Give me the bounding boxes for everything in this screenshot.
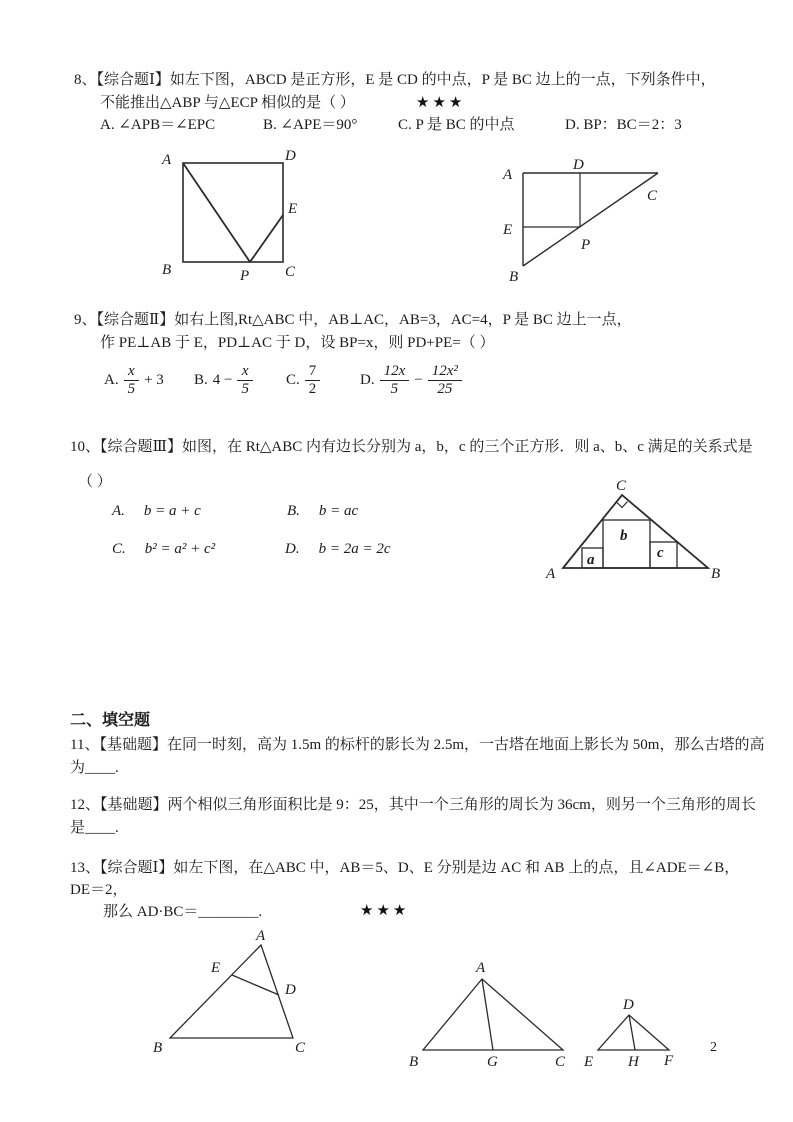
q10-option-a-formula: b = a + c: [143, 503, 201, 519]
right-angle-mark: [617, 502, 628, 508]
q10-option-a-label: A.: [112, 503, 125, 519]
q9-option-b: [194, 363, 253, 398]
q11-line1: 11、【基础题】在同一时刻，高为 1.5m 的标杆的影长为 2.5m，一古塔在地面上影长为 50m，那么古塔的高: [70, 737, 765, 753]
q10-triangle-squares-diagram: [540, 478, 735, 583]
triangle-ABC: [423, 979, 563, 1050]
vertex-label-C: C: [295, 1040, 306, 1056]
square-shape: [183, 163, 283, 262]
segment-AG: [482, 979, 493, 1050]
q13-triangle-dh-diagram: [578, 995, 693, 1075]
vertex-label-B: B: [509, 269, 519, 285]
q10-line2: （ ）: [78, 474, 112, 490]
triangle-ABC: [170, 945, 293, 1038]
q10-option-c-formula: b² = a² + c²: [144, 541, 216, 557]
q8-line2: 不能推出△ABP 与△ECP 相似的是（ ）: [100, 95, 355, 111]
q9-option-b-prefix: 4 −: [212, 372, 233, 388]
q13-triangle-ag-diagram: [405, 960, 580, 1070]
q9-option-a-suffix: + 3: [144, 372, 164, 388]
vertex-label-B: B: [153, 1040, 163, 1056]
q10-option-d: [285, 541, 391, 558]
q9-line2: 作 PE⊥AB 于 E，PD⊥AC 于 D，设 BP=x，则 PD+PE=（ ）: [100, 335, 495, 351]
q13-line1: 13、【综合题Ⅰ】如左下图，在△ABC 中，AB＝5、D、E 分别是边 AC 和 AB 上的点，且∠ADE＝∠B，: [70, 860, 740, 876]
q10-option-b: [287, 503, 358, 520]
segment-PE: [250, 215, 283, 262]
q13-difficulty-stars: ★★★: [360, 903, 410, 919]
q8-square-diagram: [140, 142, 310, 290]
vertex-label-D: D: [285, 982, 296, 998]
q9-option-d-label: D.: [360, 372, 375, 388]
vertex-label-B: B: [162, 262, 172, 278]
q9-option-b-label: B.: [194, 372, 208, 388]
q9-option-a: [104, 363, 164, 398]
q8-option-a: A. ∠APB＝∠EPC: [100, 117, 216, 133]
vertex-label-A: A: [476, 960, 486, 976]
segment-BC-hypotenuse: [523, 173, 658, 266]
vertex-label-C: C: [616, 478, 627, 494]
q9-option-d: [360, 363, 462, 398]
vertex-label-D: D: [573, 157, 584, 173]
segment-AP: [183, 163, 250, 262]
q9-right-triangle-diagram: [495, 145, 710, 290]
vertex-label-A: A: [503, 167, 513, 183]
q11-line2: 为____.: [70, 760, 119, 776]
q12-line2: 是____.: [70, 820, 119, 836]
q10-line1: 10、【综合题Ⅲ】如图，在 Rt△ABC 内有边长分别为 a，b，c 的三个正方形．则 a、b、c 满足的关系式是: [70, 439, 753, 455]
vertex-label-P: P: [581, 237, 591, 253]
vertex-label-E: E: [211, 960, 221, 976]
q12-line1: 12、【基础题】两个相似三角形面积比是 9：25，其中一个三角形的周长为 36cm，则另一个三角形的周长: [70, 797, 756, 813]
vertex-label-B: B: [409, 1054, 419, 1070]
square-label-a: a: [587, 552, 595, 568]
q8-difficulty-stars: ★★★: [416, 95, 466, 111]
q9-option-c-fraction: $\frac{7}{2}$: [305, 363, 321, 398]
q8-option-d: D. BP：BC＝2：3: [565, 117, 682, 133]
vertex-label-A: A: [162, 152, 172, 168]
vertex-label-E: E: [288, 201, 298, 217]
q9-line1: 9、【综合题Ⅱ】如右上图,Rt△ABC 中，AB⊥AC，AB=3，AC=4，P 是 BC 边上一点，: [74, 312, 632, 328]
square-label-c: c: [657, 545, 664, 561]
vertex-label-F: F: [664, 1053, 674, 1069]
q9-option-d-fraction1: $\frac{12x}{5}$: [380, 363, 410, 398]
vertex-label-D: D: [623, 997, 634, 1013]
vertex-label-C: C: [285, 264, 296, 280]
triangle-ACB: [563, 495, 708, 568]
q8-line1: 8、【综合题Ⅰ】如左下图，ABCD 是正方形，E 是 CD 的中点，P 是 BC 边上的一点，下列条件中，: [74, 72, 716, 88]
vertex-label-G: G: [487, 1054, 498, 1070]
q10-option-c: [112, 541, 215, 558]
vertex-label-P: P: [240, 268, 250, 284]
q10-option-a: [112, 503, 201, 520]
vertex-label-E: E: [503, 222, 513, 238]
q13-line2: DE＝2，: [70, 882, 128, 898]
vertex-label-B: B: [711, 566, 721, 582]
q10-option-d-formula: b = 2a = 2c: [318, 541, 391, 557]
vertex-label-D: D: [285, 148, 296, 164]
vertex-label-H: H: [628, 1054, 639, 1070]
section2-title: 二、填空题: [70, 712, 151, 729]
q9-option-c: [286, 363, 320, 398]
vertex-label-A: A: [546, 566, 556, 582]
vertex-label-A: A: [256, 928, 266, 944]
q9-option-a-fraction: $\frac{x}{5}$: [124, 363, 140, 398]
q9-option-c-label: C.: [286, 372, 300, 388]
q10-option-c-label: C.: [112, 541, 126, 557]
q10-option-b-label: B.: [287, 503, 300, 519]
vertex-label-E: E: [584, 1054, 594, 1070]
q9-option-d-fraction2: $\frac{\text{12x²}}{25}$: [428, 363, 462, 398]
vertex-label-C: C: [555, 1054, 566, 1070]
q9-option-b-fraction: $\frac{x}{5}$: [237, 363, 253, 398]
q10-option-d-label: D.: [285, 541, 300, 557]
q8-option-c: C. P 是 BC 的中点: [398, 117, 515, 133]
q9-option-a-label: A.: [104, 372, 119, 388]
q10-option-b-formula: b = ac: [318, 503, 359, 519]
q9-option-d-minus: −: [414, 372, 423, 388]
q13-triangle-ade-diagram: [145, 928, 325, 1068]
page-number: 2: [710, 1040, 717, 1055]
square-label-b: b: [620, 528, 628, 544]
q8-option-b: B. ∠APE＝90°: [263, 117, 358, 133]
q13-line3: 那么 AD·BC＝________.: [103, 904, 263, 920]
vertex-label-C: C: [647, 188, 658, 204]
